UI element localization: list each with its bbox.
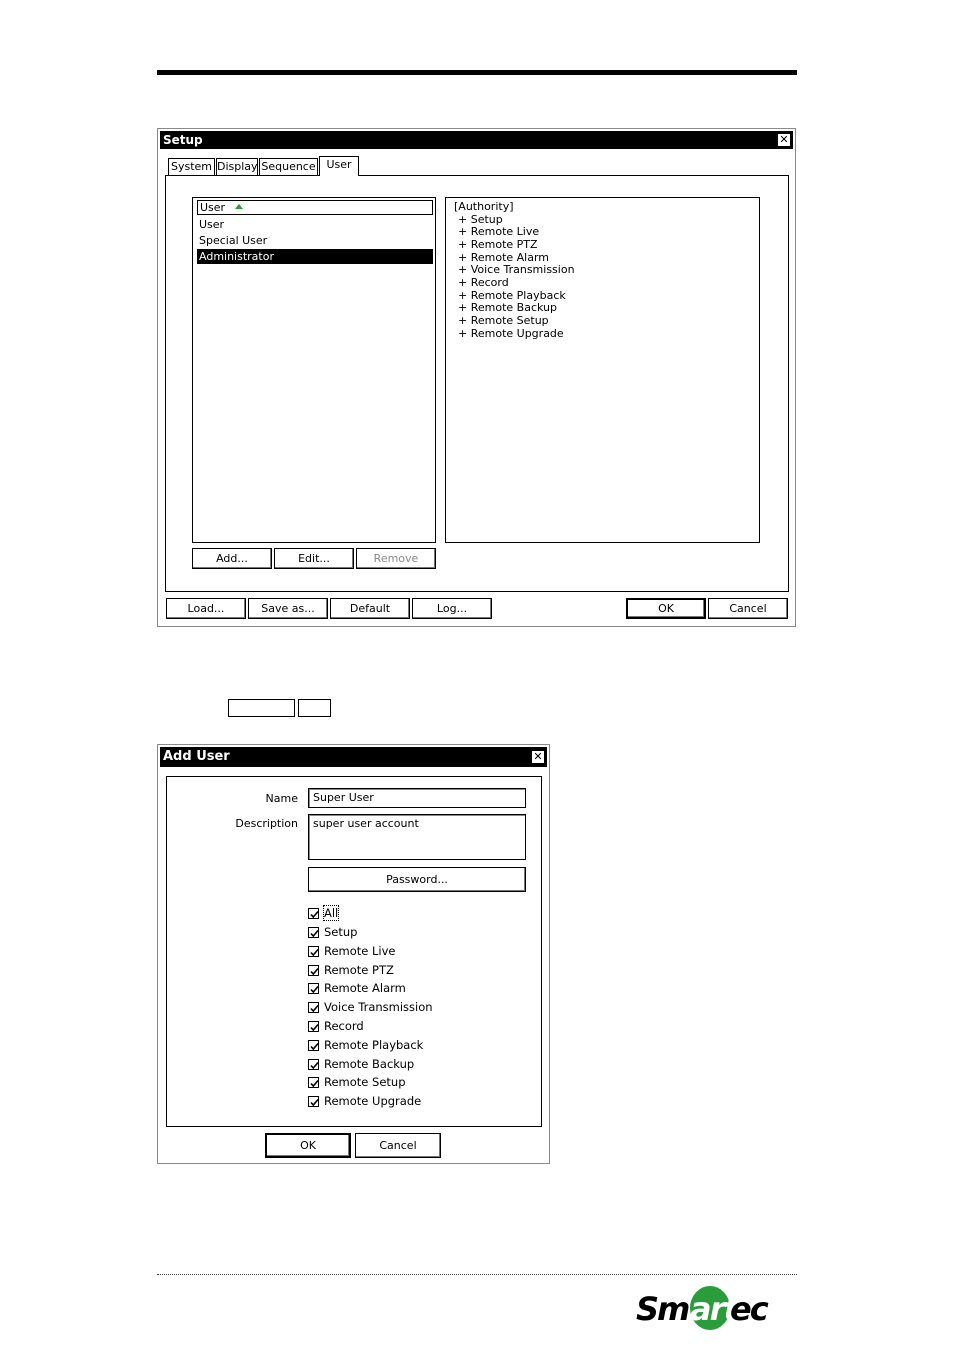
authority-item[interactable]: + Remote Upgrade <box>458 327 564 340</box>
checkbox-checked-icon[interactable] <box>308 1021 319 1032</box>
authority-item[interactable]: + Remote Backup <box>458 301 557 314</box>
checkbox-remote-live[interactable] <box>308 944 396 959</box>
authority-item[interactable]: + Setup <box>458 213 503 226</box>
smartec-logo <box>634 1282 774 1332</box>
authority-item[interactable]: + Remote Alarm <box>458 251 550 264</box>
checkbox-record[interactable] <box>308 1019 364 1034</box>
edit-user-button[interactable]: Edit... <box>274 548 354 569</box>
add-user-button[interactable]: Add... <box>192 548 272 569</box>
checkbox-label: Remote PTZ <box>324 963 394 977</box>
list-item-user[interactable]: User <box>199 218 225 231</box>
authority-item[interactable]: + Record <box>458 276 509 289</box>
add-user-title: Add User <box>163 749 230 764</box>
list-item-special-user[interactable]: Special User <box>199 234 268 247</box>
checkbox-label: Record <box>324 1019 364 1033</box>
cancel-button[interactable]: Cancel <box>708 598 788 619</box>
checkbox-remote-backup[interactable] <box>308 1057 414 1072</box>
top-rule <box>157 70 797 75</box>
authority-item[interactable]: + Voice Transmission <box>458 263 575 276</box>
authority-panel <box>445 197 760 543</box>
checkbox-checked-icon[interactable] <box>308 965 319 976</box>
checkbox-checked-icon[interactable] <box>308 983 319 994</box>
checkbox-label: Remote Playback <box>324 1038 424 1052</box>
description-label: Description <box>235 817 298 830</box>
checkbox-checked-icon[interactable] <box>308 1059 319 1070</box>
checkbox-remote-playback[interactable] <box>308 1038 423 1053</box>
checkbox-checked-icon[interactable] <box>308 1002 319 1013</box>
description-field[interactable]: super user account <box>308 814 526 860</box>
ok-button[interactable]: OK <box>626 598 706 619</box>
checkbox-remote-upgrade[interactable] <box>308 1094 421 1109</box>
setup-titlebar <box>160 131 793 149</box>
tab-display[interactable]: Display <box>217 160 258 173</box>
bottom-dotted-rule <box>157 1274 797 1275</box>
inline-button-placeholder <box>228 699 295 717</box>
checkbox-label: Remote Alarm <box>324 981 406 995</box>
checkbox-checked-icon[interactable] <box>308 927 319 938</box>
load-button[interactable]: Load... <box>166 598 246 619</box>
add-user-ok-button[interactable]: OK <box>265 1133 351 1158</box>
setup-title: Setup <box>163 133 203 147</box>
add-user-cancel-button[interactable]: Cancel <box>355 1133 441 1158</box>
add-user-titlebar <box>160 747 547 767</box>
authority-item[interactable]: + Remote PTZ <box>458 238 538 251</box>
checkbox-label: Remote Live <box>324 944 396 958</box>
svg-text:Sm: Sm <box>636 1290 689 1328</box>
sort-ascending-icon <box>235 204 243 209</box>
tab-sequence[interactable]: Sequence <box>259 158 318 175</box>
checkbox-label: Remote Setup <box>324 1075 406 1089</box>
list-item-administrator[interactable]: Administrator <box>197 249 433 264</box>
checkbox-label: Voice Transmission <box>324 1000 433 1014</box>
authority-header: [Authority] <box>454 200 514 213</box>
user-list-header-label: User <box>200 201 226 214</box>
checkbox-checked-icon[interactable] <box>308 1096 319 1107</box>
checkbox-checked-icon[interactable] <box>308 1077 319 1088</box>
checkbox-checked-icon[interactable] <box>308 908 319 919</box>
user-list-header[interactable] <box>197 200 433 215</box>
user-list[interactable] <box>192 197 436 543</box>
checkbox-label: All <box>324 906 339 920</box>
default-button[interactable]: Default <box>330 598 410 619</box>
close-icon[interactable]: ✕ <box>777 133 791 147</box>
authority-item[interactable]: + Remote Live <box>458 225 540 238</box>
authority-item[interactable]: + Remote Setup <box>458 314 549 327</box>
password-button[interactable]: Password... <box>308 867 526 892</box>
close-icon[interactable]: ✕ <box>531 750 545 764</box>
checkbox-checked-icon[interactable] <box>308 1040 319 1051</box>
save-as-button[interactable]: Save as... <box>248 598 328 619</box>
checkbox-all[interactable] <box>308 906 338 921</box>
checkbox-remote-setup[interactable] <box>308 1075 406 1090</box>
name-field[interactable]: Super User <box>308 788 526 808</box>
smartec-logo-graphic <box>634 1282 774 1332</box>
checkbox-remote-alarm[interactable] <box>308 981 406 996</box>
checkbox-checked-icon[interactable] <box>308 946 319 957</box>
checkbox-voice-transmission[interactable] <box>308 1000 433 1015</box>
inline-button-placeholder <box>298 699 331 717</box>
checkbox-remote-ptz[interactable] <box>308 963 394 978</box>
tab-user[interactable]: User <box>319 156 359 176</box>
log-button[interactable]: Log... <box>412 598 492 619</box>
tab-system[interactable]: System <box>168 158 215 175</box>
checkbox-label: Remote Backup <box>324 1057 415 1071</box>
svg-text:art: art <box>690 1290 737 1328</box>
checkbox-label: Remote Upgrade <box>324 1094 422 1108</box>
name-label: Name <box>265 792 298 805</box>
active-tab-gap <box>320 174 358 177</box>
checkbox-label: Setup <box>324 925 358 939</box>
checkbox-setup[interactable] <box>308 925 357 940</box>
authority-item[interactable]: + Remote Playback <box>458 289 566 302</box>
remove-user-button[interactable]: Remove <box>356 548 436 569</box>
svg-text:ec: ec <box>730 1290 767 1328</box>
